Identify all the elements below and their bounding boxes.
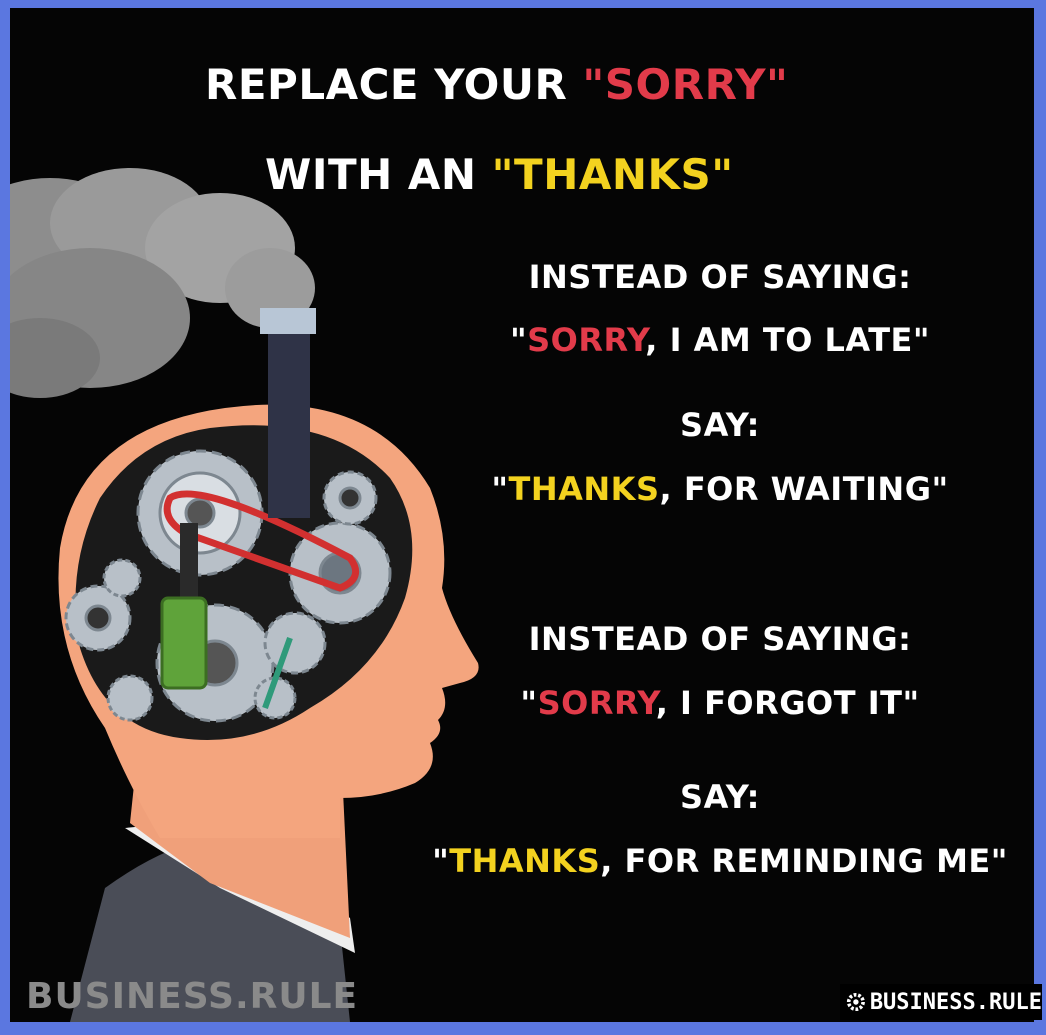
brand-logo <box>840 984 1042 1020</box>
title-line-1-prefix: REPLACE YOUR <box>205 60 583 109</box>
block2-instead-label: INSTEAD OF SAYING: <box>528 620 912 658</box>
block1-say-label: SAY: <box>680 406 760 444</box>
block2-sorry-rest: , I FORGOT IT" <box>655 684 920 722</box>
gear-icon <box>846 991 866 1013</box>
block2-thanks-rest: , FOR REMINDING ME" <box>600 842 1008 880</box>
block1-sorry-rest: , I AM TO LATE" <box>645 321 931 359</box>
chimney <box>268 328 310 518</box>
title-line-2-prefix: WITH AN <box>265 150 492 199</box>
block2-thanks-quote: " <box>432 842 450 880</box>
title-line-2 <box>10 150 1034 199</box>
block2-sorry-quote: " <box>520 684 538 722</box>
title-line-1 <box>10 60 1034 109</box>
brand-logo-text: BUSINESS.RULE <box>869 989 1042 1015</box>
piston-rod <box>180 523 198 603</box>
title-sorry-highlight: "SORRY" <box>582 60 789 109</box>
block2-thanks-word: THANKS <box>449 842 601 880</box>
block2-sorry-word: SORRY <box>537 684 656 722</box>
block1-thanks-quote: " <box>491 470 509 508</box>
block1-thanks-phrase <box>420 470 1020 508</box>
block2-thanks-phrase <box>410 842 1030 880</box>
block1-sorry-word: SORRY <box>527 321 646 359</box>
block1-sorry-quote: " <box>509 321 528 359</box>
block1-thanks-rest: , FOR WAITING" <box>659 470 949 508</box>
block2-sorry-phrase <box>420 684 1020 722</box>
green-piston <box>162 598 206 688</box>
poster <box>10 8 1034 1022</box>
block1-instead-label: INSTEAD OF SAYING: <box>528 258 912 296</box>
brand-watermark: BUSINESS.RULE <box>26 976 359 1017</box>
title-thanks-highlight: "THANKS" <box>491 150 734 199</box>
block2-say-label: SAY: <box>680 778 760 816</box>
block1-sorry-phrase <box>420 321 1020 359</box>
chimney-cap <box>260 308 316 334</box>
block1-thanks-word: THANKS <box>508 470 660 508</box>
